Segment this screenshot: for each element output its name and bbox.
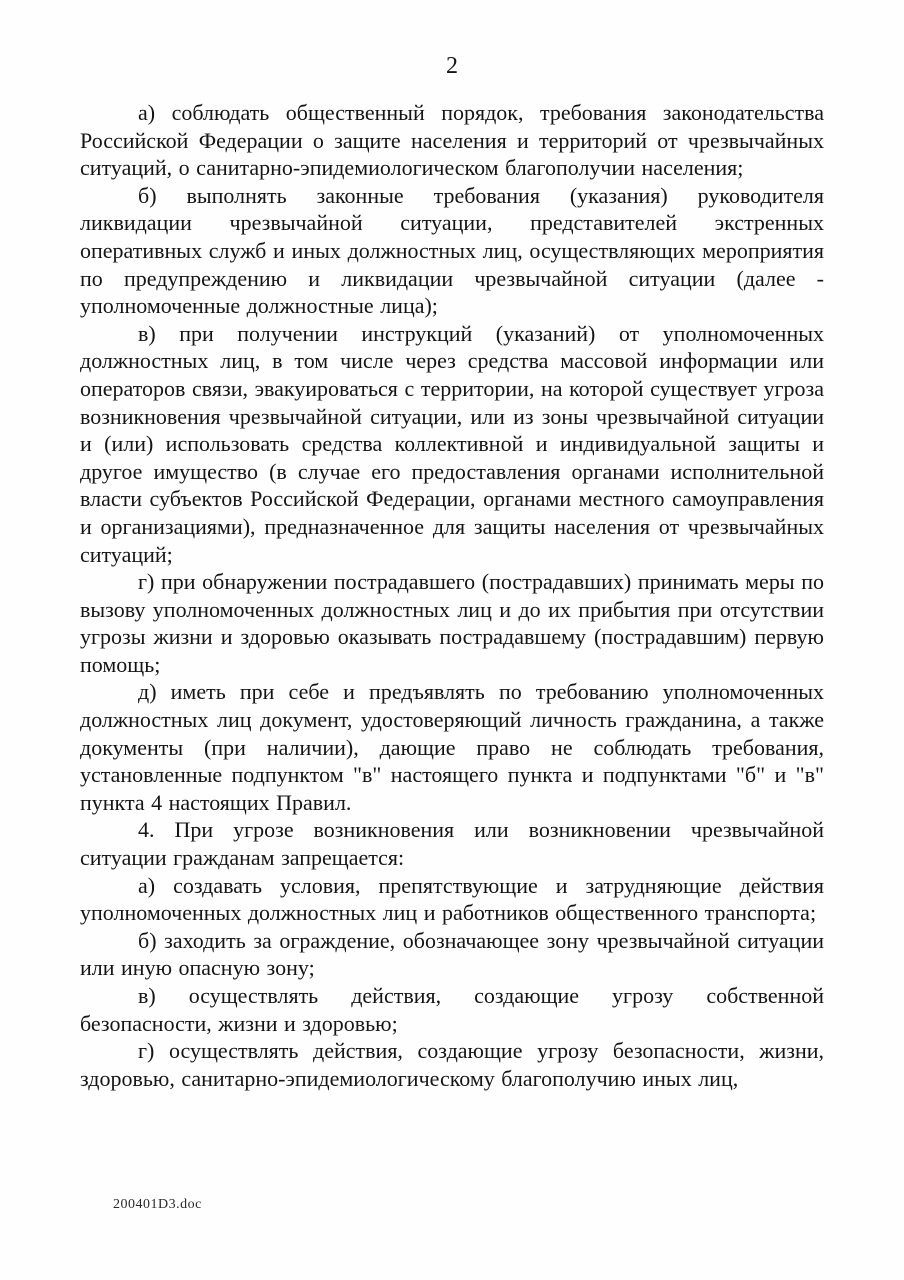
paragraph-4a: а) создавать условия, препятствующие и затрудняющие действия уполномоченных должностных лиц и работников общественного транспорта; (80, 872, 824, 926)
paragraph-4b: б) заходить за ограждение, обозначающее зону чрезвычайной ситуации или иную опасную зону; (80, 927, 824, 981)
paragraph-d: д) иметь при себе и предъявлять по требованию уполномоченных должностных лиц документ, удостоверяющий личность гражданина, а также документы (при наличии), дающие право не соблюдать требования, установленные подпунктом "в" настоящего пункта и подпунктами "б" и "в" пункта 4 настоящих Правил. (80, 679, 824, 815)
paragraph-a: а) соблюдать общественный порядок, требования законодательства Российской Федерации о защите населения и территорий от чрезвычайных ситуаций, о санитарно-эпидемиологическом благополучии населения; (80, 100, 824, 181)
footer-filename: 200401D3.doc (113, 1197, 202, 1212)
document-body (80, 99, 824, 1092)
paragraph-v: в) при получении инструкций (указаний) от уполномоченных должностных лиц, в том числе через средства массовой информации или операторов связи, эвакуироваться с территории, на которой существует угроза возникновения чрезвычайной ситуации, или из зоны чрезвычайной ситуации и (или) использовать средства коллективной и индивидуальной защиты и другое имущество (в случае его предоставления органами исполнительной власти субъектов Российской Федерации, органами местного самоуправления и организациями), предназначенное для защиты населения от чрезвычайных ситуаций; (80, 320, 824, 567)
paragraph-g: г) при обнаружении пострадавшего (пострадавших) принимать меры по вызову уполномоченных должностных лиц и до их прибытия при отсутствии угрозы жизни и здоровью оказывать пострадавшему (пострадавшим) первую помощь; (80, 569, 824, 677)
page-number: 2 (446, 53, 458, 79)
paragraph-4v: в) осуществлять действия, создающие угрозу собственной безопасности, жизни и здоровью; (80, 983, 824, 1036)
paragraph-item-4: 4. При угрозе возникновения или возникновении чрезвычайной ситуации гражданам запрещается: (80, 817, 824, 871)
paragraph-4g: г) осуществлять действия, создающие угрозу безопасности, жизни, здоровью, санитарно-эпидемиологическому благополучию иных лиц, (80, 1038, 824, 1091)
paragraph-b: б) выполнять законные требования (указания) руководителя ликвидации чрезвычайной ситуации, представителей экстренных оперативных служб и иных должностных лиц, осуществляющих мероприятия по предупреждению и ликвидации чрезвычайной ситуации (далее - уполномоченные должностные лица); (80, 182, 824, 319)
